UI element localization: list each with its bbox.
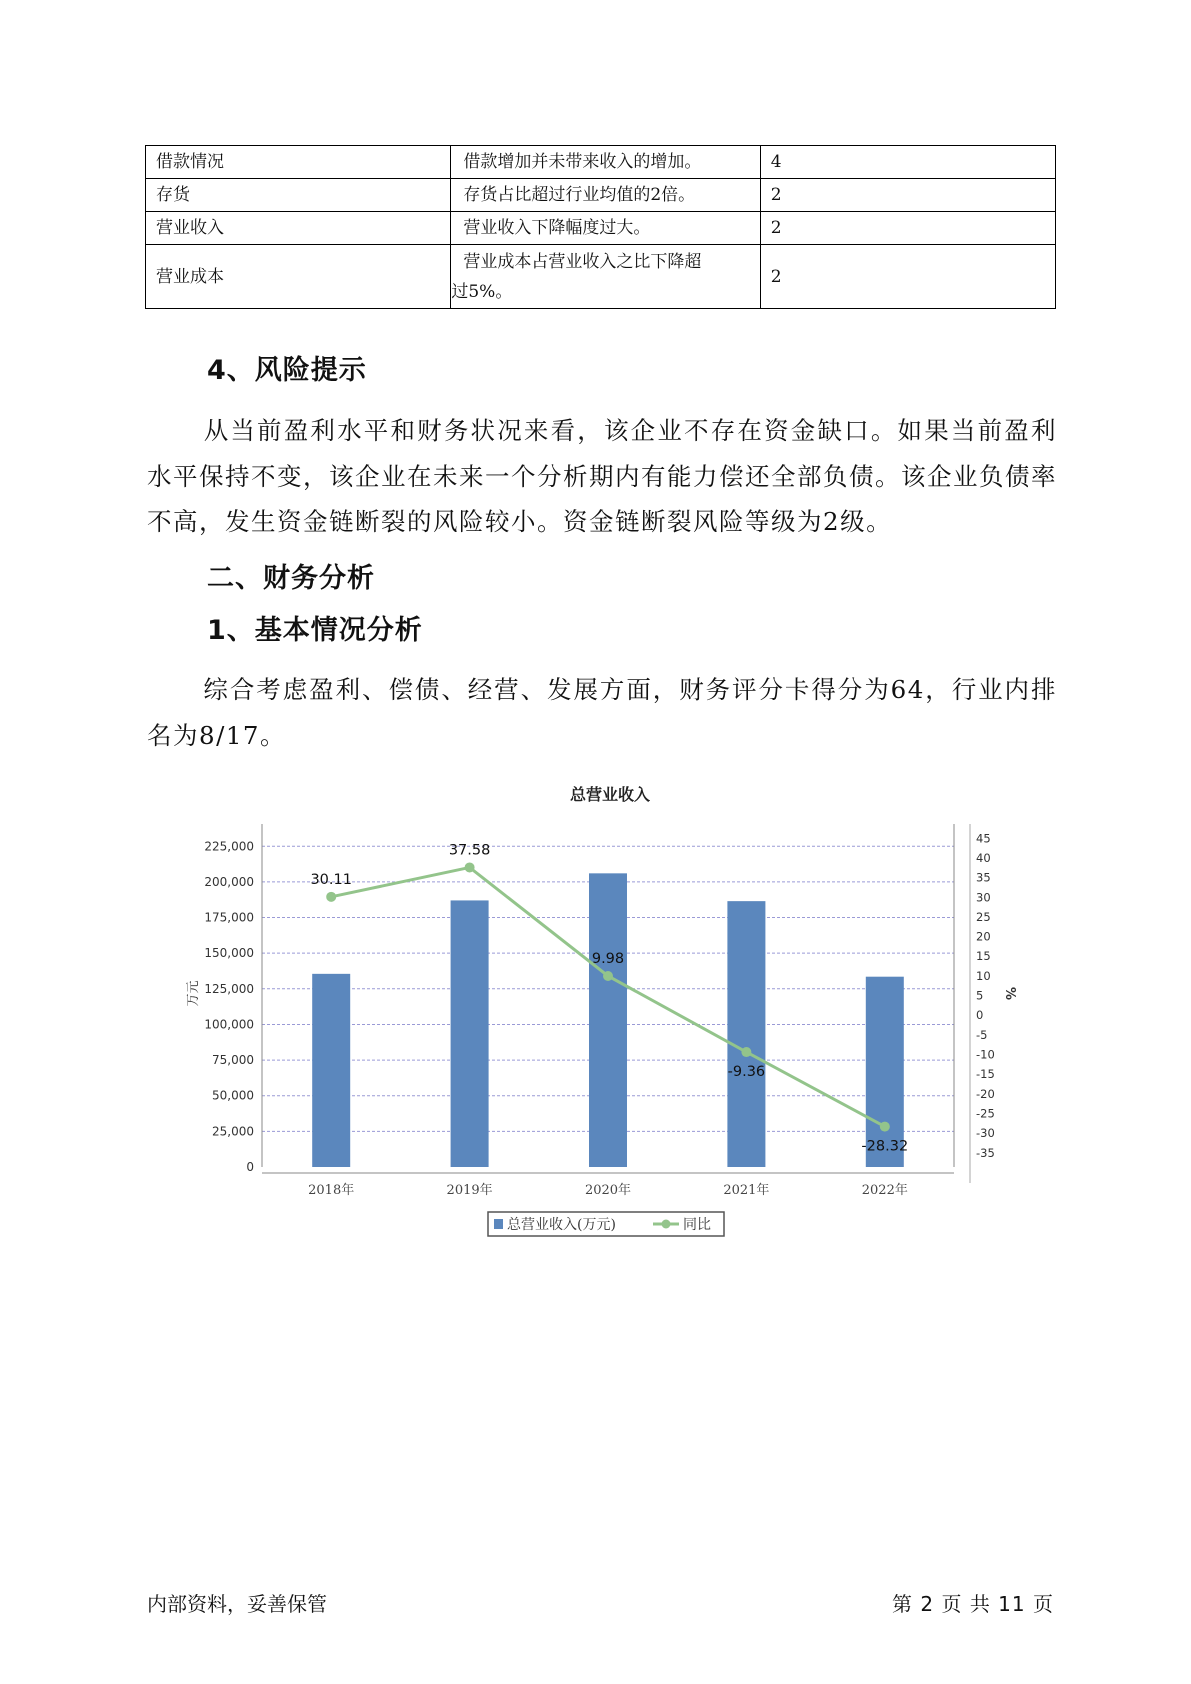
y-tick-label: 25,000 xyxy=(212,1124,254,1139)
table-cell-level: 4 xyxy=(760,146,1055,179)
y2-tick-label: 20 xyxy=(976,929,991,944)
legend-label-line: 同比 xyxy=(683,1217,711,1233)
basic-paragraph xyxy=(147,667,1057,758)
revenue-chart xyxy=(170,775,1050,1245)
table-cell-item: 营业成本 xyxy=(146,245,451,309)
y2-tick-label: -5 xyxy=(976,1027,988,1042)
yoy-point xyxy=(326,892,336,902)
footer-confidential: 内部资料，妥善保管 xyxy=(147,1592,327,1616)
x-tick-label: 2018年 xyxy=(308,1183,355,1198)
table-row xyxy=(146,179,1056,212)
y2-axis-label: % xyxy=(1002,986,1017,1001)
y2-tick-label: -15 xyxy=(976,1067,995,1082)
table-cell-level: 2 xyxy=(760,179,1055,212)
revenue-chart-svg xyxy=(170,775,1050,1245)
y2-tick-label: 40 xyxy=(976,850,991,865)
y2-tick-label: 45 xyxy=(976,831,991,846)
x-tick-label: 2021年 xyxy=(723,1183,770,1198)
yoy-data-label: -9.36 xyxy=(727,1064,766,1081)
y2-tick-label: -20 xyxy=(976,1086,995,1101)
y-tick-label: 200,000 xyxy=(204,874,254,889)
table-cell-desc-line: 过5%。 xyxy=(451,281,513,302)
y2-tick-label: 15 xyxy=(976,949,991,964)
table-cell-item: 借款情况 xyxy=(146,146,451,179)
yoy-data-label: 9.98 xyxy=(591,950,625,967)
bar xyxy=(312,974,350,1167)
table-cell-desc-line: 营业成本占营业收入之比下降超 xyxy=(463,251,702,272)
table-cell-desc: 借款增加并未带来收入的增加。 xyxy=(451,146,760,179)
table-cell-desc: 存货占比超过行业均值的2倍。 xyxy=(451,179,760,212)
y-tick-label: 175,000 xyxy=(204,910,254,925)
table-cell-item: 营业收入 xyxy=(146,212,451,245)
y-axis-label: 万元 xyxy=(186,980,201,1007)
y2-tick-label: -30 xyxy=(976,1126,995,1141)
yoy-point xyxy=(465,862,475,872)
table-row xyxy=(146,245,1056,309)
y2-tick-label: 35 xyxy=(976,870,991,885)
section-heading-basic: 1、基本情况分析 xyxy=(207,615,423,646)
yoy-point xyxy=(880,1122,890,1132)
risk-table xyxy=(145,145,1056,309)
table-cell-level: 2 xyxy=(760,245,1055,309)
yoy-data-label: 30.11 xyxy=(310,871,352,888)
chart-title: 总营业收入 xyxy=(569,785,651,804)
section-heading-risk: 4、风险提示 xyxy=(207,355,367,386)
legend-swatch-point xyxy=(662,1220,671,1229)
legend-swatch-bar xyxy=(494,1219,503,1229)
bar xyxy=(727,901,765,1167)
x-tick-label: 2020年 xyxy=(584,1183,632,1198)
y-tick-label: 125,000 xyxy=(204,981,254,996)
y2-tick-label: -25 xyxy=(976,1106,995,1121)
y-tick-label: 75,000 xyxy=(212,1053,254,1068)
bar xyxy=(589,873,627,1167)
y2-tick-label: 5 xyxy=(976,988,984,1003)
risk-paragraph-text: 从当前盈利水平和财务状况来看，该企业不存在资金缺口。如果当前盈利水平保持不变，该企业在未来一个分析期内有能力偿还全部负债。该企业负债率不高，发生资金链断裂的风险较小。资金链断裂风险等级为2级。 xyxy=(147,416,1057,536)
yoy-data-label: 37.58 xyxy=(448,842,491,859)
y-tick-label: 50,000 xyxy=(212,1088,254,1103)
risk-paragraph xyxy=(147,408,1057,545)
yoy-point xyxy=(603,971,613,981)
y2-tick-label: -35 xyxy=(976,1145,995,1160)
y2-tick-label: 25 xyxy=(976,909,991,924)
table-cell-desc xyxy=(451,245,760,309)
bar xyxy=(451,900,489,1167)
yoy-data-label: -28.32 xyxy=(861,1138,909,1155)
y2-tick-label: 30 xyxy=(976,890,991,905)
section-heading-finance: 二、财务分析 xyxy=(207,563,375,594)
table-cell-level: 2 xyxy=(760,212,1055,245)
x-tick-label: 2019年 xyxy=(446,1183,493,1198)
y-tick-label: 150,000 xyxy=(204,946,254,961)
y-tick-label: 0 xyxy=(246,1160,254,1174)
yoy-point xyxy=(741,1047,751,1057)
basic-paragraph-text: 综合考虑盈利、偿债、经营、发展方面，财务评分卡得分为64，行业内排名为8/17。 xyxy=(147,675,1057,750)
y-tick-label: 100,000 xyxy=(204,1017,254,1032)
table-cell-desc: 营业收入下降幅度过大。 xyxy=(451,212,760,245)
y2-tick-label: -10 xyxy=(976,1047,995,1062)
footer-page-number: 第 2 页 共 11 页 xyxy=(892,1592,1054,1616)
table-row xyxy=(146,146,1056,179)
y2-tick-label: 10 xyxy=(976,968,991,983)
y-tick-label: 225,000 xyxy=(204,839,254,854)
y2-tick-label: 0 xyxy=(976,1008,984,1023)
table-row xyxy=(146,212,1056,245)
x-tick-label: 2022年 xyxy=(861,1183,908,1198)
table-cell-item: 存货 xyxy=(146,179,451,212)
legend-label-bar: 总营业收入(万元) xyxy=(507,1217,616,1233)
